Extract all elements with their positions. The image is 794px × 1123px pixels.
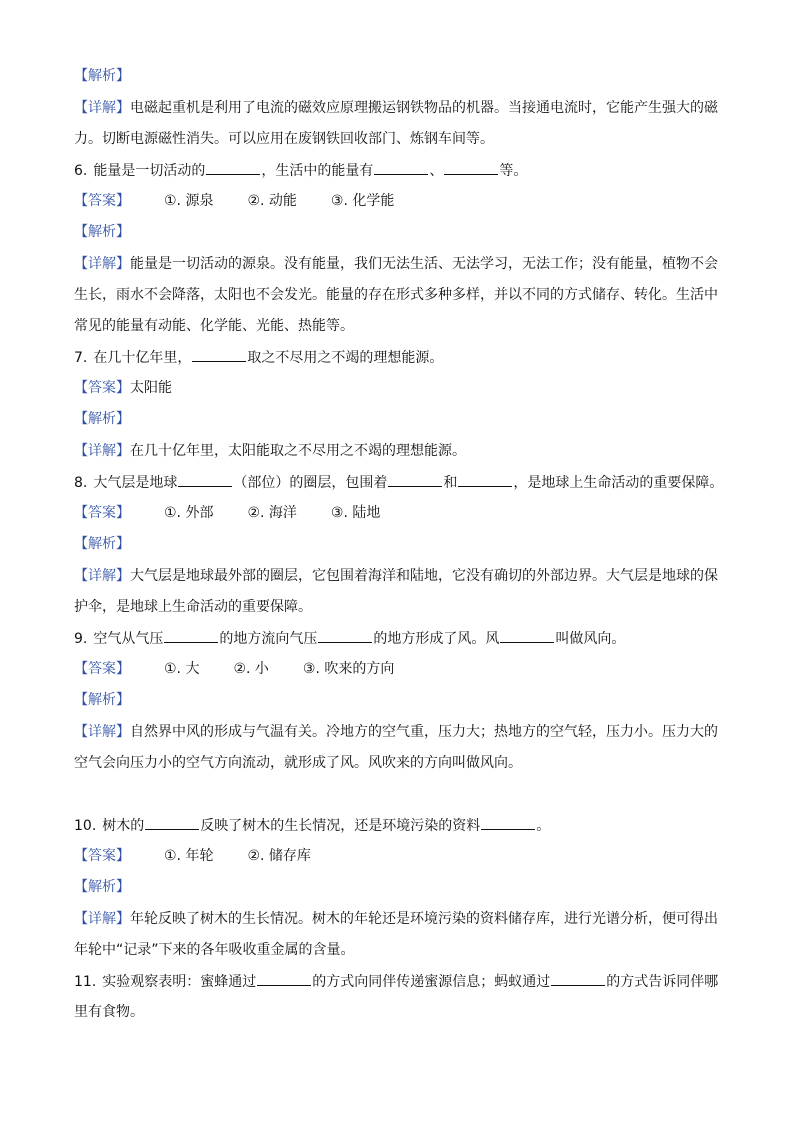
analysis-label-9: 【解析】	[74, 692, 130, 708]
detail-intro-line2: 力。切断电源磁性消失。可以应用在废钢铁回收部门、炼钢车间等。	[74, 131, 494, 147]
analysis-label-10: 【解析】	[74, 879, 130, 895]
blank	[500, 628, 554, 643]
answer-8: 【答案】 ①. 外部 ②. 海洋 ③. 陆地	[74, 505, 381, 521]
detail-7-line1: 【详解】在几十亿年里，太阳能取之不尽用之不竭的理想能源。	[74, 443, 466, 459]
detail-8-line2: 护伞，是地球上生命活动的重要保障。	[74, 599, 312, 615]
answer-option: ②. 海洋	[247, 505, 297, 521]
detail-8-line1: 【详解】大气层是地球最外部的圈层，它包围着海洋和陆地，它没有确切的外部边界。大气层是地球的保	[74, 568, 718, 584]
blank	[318, 628, 372, 643]
answer-option: ①. 年轮	[164, 848, 214, 864]
answer-9: 【答案】 ①. 大 ②. 小 ③. 吹来的方向	[74, 661, 395, 677]
question-10: 10. 树木的 反映了树木的生长情况，还是环境污染的资料 。	[74, 815, 550, 836]
blank	[388, 472, 442, 487]
analysis-label-6: 【解析】	[74, 224, 130, 240]
answer-option: ①. 外部	[164, 505, 214, 521]
analysis-label-7: 【解析】	[74, 411, 130, 427]
answer-option: ③. 陆地	[330, 505, 381, 521]
answer-option: ②. 小	[233, 661, 269, 677]
detail-6-line3: 常见的能量有动能、化学能、光能、热能等。	[74, 318, 354, 334]
blank	[206, 160, 260, 175]
answer-option: ②. 储存库	[247, 848, 311, 864]
blank	[192, 347, 246, 362]
detail-9-line1: 【详解】自然界中风的形成与气温有关。冷地方的空气重，压力大；热地方的空气轻，压力小。压力大的	[74, 724, 718, 740]
blank	[374, 160, 428, 175]
answer-option: ①. 源泉	[164, 193, 214, 209]
detail-10-line1: 【详解】年轮反映了树木的生长情况。树木的年轮还是环境污染的资料储存库，进行光谱分析，便可得出	[74, 911, 718, 927]
question-9: 9. 空气从气压 的地方流向气压 的地方形成了风。风 叫做风向。	[74, 628, 625, 649]
blank	[551, 971, 605, 986]
question-7: 7. 在几十亿年里， 取之不尽用之不竭的理想能源。	[74, 347, 443, 368]
analysis-label-8: 【解析】	[74, 536, 130, 552]
blank	[257, 971, 311, 986]
detail-10-line2: 年轮中“记录”下来的各年吸收重金属的含量。	[74, 942, 355, 958]
question-6: 6. 能量是一切活动的 ，生活中的能量有 、 等。	[74, 160, 527, 181]
answer-option: ③. 化学能	[330, 193, 395, 209]
answer-option: ②. 动能	[247, 193, 297, 209]
question-8: 8. 大气层是地球 （部位）的圈层，包围着 和 ，是地球上生命活动的重要保障。	[74, 472, 723, 493]
detail-6-line1: 【详解】能量是一切活动的源泉。没有能量，我们无法生活、无法学习，无法工作；没有能量，植物不会	[74, 256, 718, 272]
detail-intro-line1: 【详解】电磁起重机是利用了电流的磁效应原理搬运钢铁物品的机器。当接通电流时，它能产生强大的磁	[74, 100, 718, 116]
question-11: 11. 实验观察表明：蜜蜂通过 的方式向同伴传递蜜源信息；蚂蚁通过 的方式告诉同伴哪	[74, 971, 718, 992]
answer-option: ①. 大	[164, 661, 200, 677]
blank	[444, 160, 498, 175]
blank	[458, 472, 512, 487]
blank	[178, 472, 232, 487]
detail-9-line2: 空气会向压力小的空气方向流动，就形成了风。风吹来的方向叫做风向。	[74, 755, 522, 771]
question-11-line2: 里有食物。	[74, 1004, 144, 1020]
analysis-label-intro: 【解析】	[74, 68, 130, 84]
answer-option: ③. 吹来的方向	[302, 661, 395, 677]
blank	[481, 815, 535, 830]
detail-6-line2: 生长，雨水不会降落，太阳也不会发光。能量的存在形式多种多样，并以不同的方式储存、转化。生活中	[74, 287, 718, 303]
answer-7: 【答案】太阳能	[74, 380, 172, 396]
answer-6: 【答案】 ①. 源泉 ②. 动能 ③. 化学能	[74, 193, 395, 209]
blank	[164, 628, 218, 643]
answer-10: 【答案】 ①. 年轮 ②. 储存库	[74, 848, 311, 864]
blank	[145, 815, 199, 830]
